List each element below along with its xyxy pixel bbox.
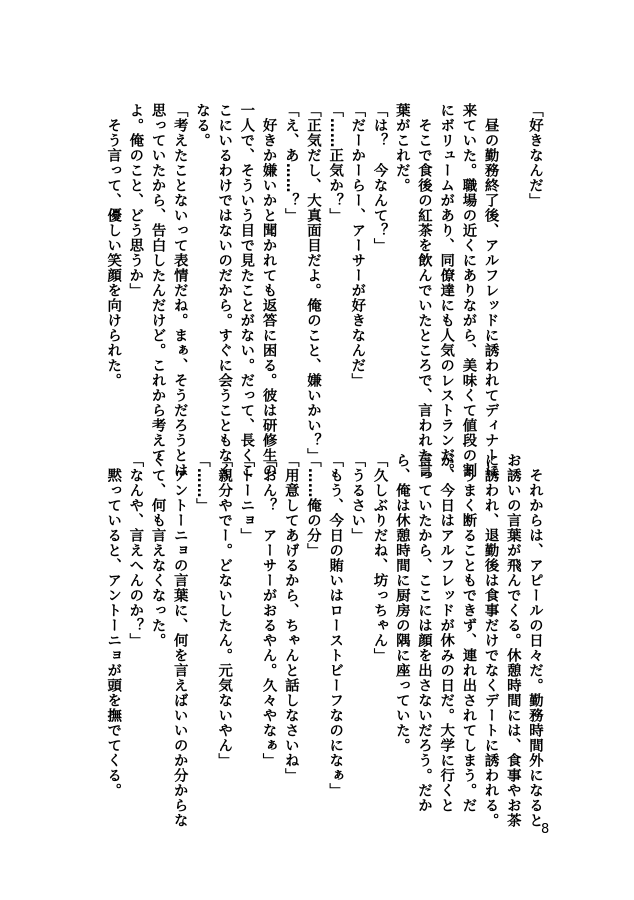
- text-line: 黙っていると、アントーニョが頭を撫でてくる。: [105, 453, 122, 798]
- text-line: 昼の勤務終了後、アルフレッドに誘われてディナーに: [482, 103, 499, 478]
- text-line: ら、俺は休憩時間に厨房の隅に座っていた。: [393, 453, 410, 753]
- text-line: 「……正気か？」: [327, 103, 344, 223]
- page-number: 8: [541, 822, 550, 837]
- text-line: 「久しぶりだね、坊っちゃん」: [371, 453, 388, 663]
- text-line: 好きか嫌いかと聞かれても返答に困る。彼は研修生の: [260, 103, 277, 478]
- text-line: 「おん？ アーサーがおるやん。久々やなぁ」: [260, 453, 277, 768]
- text-line: 「もう、今日の賄いはローストビーフなのになぁ」: [327, 453, 344, 798]
- text-line: それからは、アピールの日々だ。勤務時間外になると: [527, 453, 543, 828]
- text-line: そう言って、優しい笑顔を向けられた。: [105, 103, 122, 388]
- text-line: 「は？ 今なんて？」: [371, 103, 388, 253]
- text-line: 「だーかーらー、アーサーが好きなんだ」: [349, 103, 366, 388]
- text-line: が、今日はアルフレッドが休みの日だ。大学に行くと: [438, 453, 455, 813]
- text-line: 「親分やでー。どないしたん。元気ないやん」: [216, 453, 233, 768]
- text-line: 「うるさい」: [349, 453, 366, 543]
- text-line: 「え、あ……？」: [282, 103, 299, 223]
- text-line: よ。俺のこと、どう思うか」: [127, 103, 144, 298]
- text-line: アントーニョの言葉に、何を言えばいいのか分からな: [171, 453, 188, 828]
- text-block-top: [102, 103, 546, 478]
- text-line: うまく断ることもできず、連れ出されてしまう。だ: [460, 453, 477, 813]
- text-line: 一人で、そういう目で見たことがない。だって、長くこ: [238, 103, 255, 478]
- text-line: に誘われ、退勤後は食事だけでなくデートに誘われる。: [482, 453, 499, 828]
- text-line: 「トーニョ」: [238, 453, 255, 543]
- text-line: 「……」: [193, 453, 210, 513]
- text-line: 「好きなんだ」: [527, 103, 543, 208]
- text-line: なる。: [193, 103, 210, 148]
- text-line: 「用意してあげるから、ちゃんと話しなさいね」: [282, 453, 299, 783]
- text-line: 「考えたことないって表情だね。まぁ、そうだろうとは: [171, 103, 188, 478]
- text-line: 思っていたから、告白したんだけど。これから考えて: [149, 103, 166, 463]
- text-line: にボリュームがあり、同僚達にも人気のレストランだ。: [438, 103, 455, 478]
- text-line: こにいるわけではないのだから。すぐに会うこともなく: [216, 103, 233, 478]
- text-line: お誘いの言葉が飛んでくる。休憩時間には、食事やお茶: [504, 453, 521, 828]
- text-line: 来ていた。職場の近くにありながら、美味くて値段の割: [460, 103, 477, 478]
- text-line: 言っていたから、ここには顔を出さないだろう。だか: [415, 453, 432, 813]
- text-line: 葉がこれだ。: [393, 103, 410, 193]
- text-line: 「なんや、言えへんのか？」: [127, 453, 144, 648]
- text-line: 「正気だし、大真面目だよ。俺のこと、嫌いかい？」: [304, 103, 321, 463]
- text-block-bottom: [102, 453, 546, 873]
- text-line: くて、何も言えなくなった。: [149, 453, 166, 648]
- text-line: そこで食後の紅茶を飲んでいたところで、言われた言: [415, 103, 432, 478]
- text-line: 「……俺の分」: [304, 453, 321, 558]
- text-line: [502, 103, 524, 433]
